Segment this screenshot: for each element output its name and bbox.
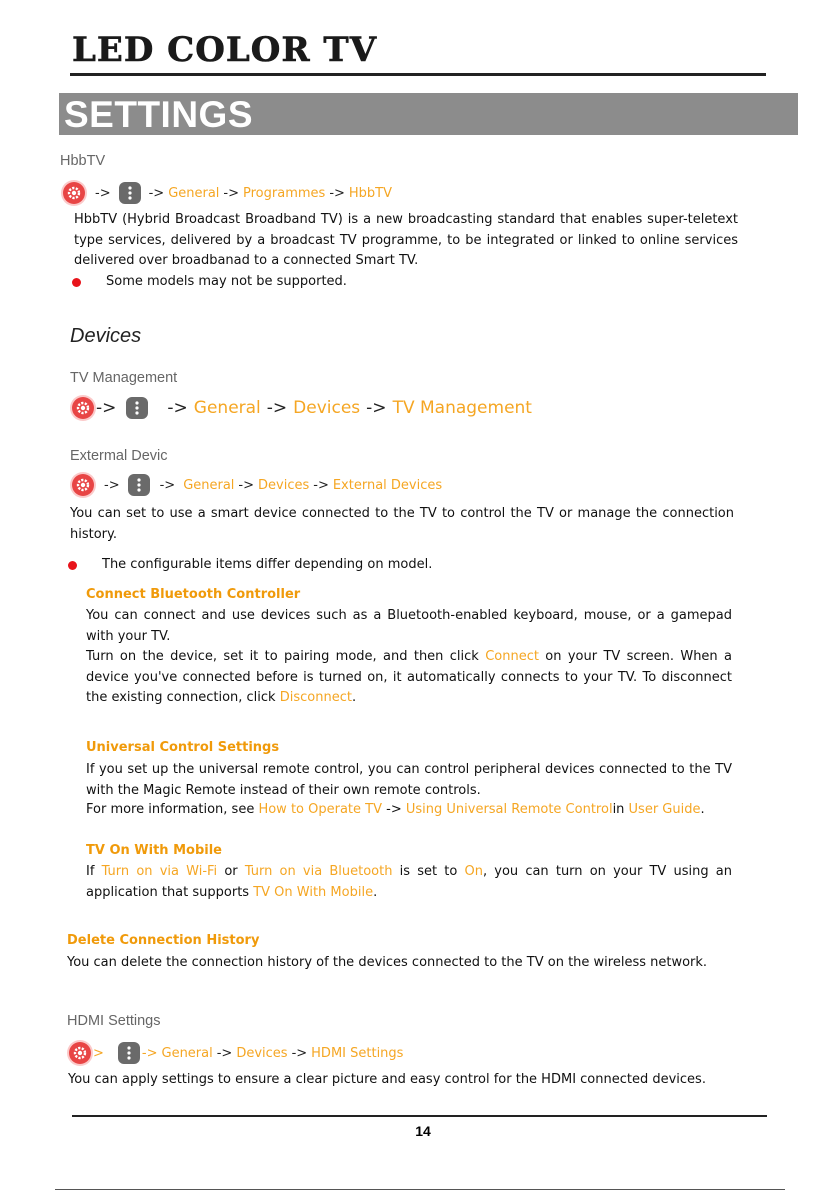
arrow-text: -> [266, 398, 288, 418]
bullet-icon [68, 561, 77, 570]
more-options-icon [119, 182, 141, 204]
path-devices: Devices [293, 398, 361, 418]
arrow-text: -> [159, 477, 176, 493]
section-title: SETTINGS [64, 94, 254, 135]
tv-management-heading: TV Management [70, 370, 178, 386]
text: Turn on the device, set it to pairing mode, and then click [86, 649, 486, 664]
settings-gear-icon [72, 474, 94, 496]
path-hbbtv: HbbTV [348, 185, 393, 201]
arrow-text: -> [223, 185, 240, 201]
footer-divider [72, 1115, 767, 1117]
external-devices-heading: Extermal Devic [70, 448, 168, 464]
mobile-title: TV On With Mobile [86, 843, 222, 858]
arrow-text: -> [291, 1045, 308, 1061]
universal-paragraph-2 [86, 800, 746, 821]
header-divider [70, 73, 766, 76]
hdmi-description: You can apply settings to ensure a clear picture and easy control for the HDMI connected devices. [68, 1072, 706, 1087]
text: If [86, 864, 102, 879]
arrow-text: -> [104, 477, 120, 493]
text: For more information, see [86, 802, 259, 817]
arrow-text: -> [329, 185, 345, 201]
text: . [351, 690, 357, 705]
tv-management-path [72, 397, 532, 419]
bluetooth-title: Connect Bluetooth Controller [86, 587, 301, 602]
arrow-text: -> [96, 398, 117, 418]
page-number: 14 [415, 1123, 431, 1139]
more-options-icon [118, 1042, 140, 1064]
more-options-icon [128, 474, 150, 496]
arrow-text: -> [366, 398, 387, 418]
page-bottom-rule [55, 1189, 785, 1190]
path-tv-management: TV Management [392, 398, 532, 418]
hdmi-path [69, 1042, 403, 1064]
bluetooth-paragraph-2 [86, 647, 732, 709]
on-value: On [464, 864, 483, 879]
text: -> [382, 802, 406, 817]
hbbtv-note [72, 272, 347, 293]
settings-gear-icon [72, 397, 94, 419]
text: is set to [392, 864, 465, 879]
path-general: General [161, 1045, 213, 1061]
section-banner [59, 93, 798, 135]
arrow-text: > [93, 1045, 104, 1061]
devices-heading: Devices [70, 325, 142, 347]
settings-gear-icon [69, 1042, 91, 1064]
universal-paragraph-1: If you set up the universal remote control, you can control peripheral devices connected to the TV with the Magic Remote instead of their own remote controls. [86, 762, 732, 798]
disconnect-label: Disconnect [279, 690, 352, 705]
external-devices-note [68, 555, 432, 576]
text: on your TV screen. When a device you've connected before is turned on, it automatically connects to your TV. To disconnect the existing connection, click [86, 649, 732, 705]
bluetooth-paragraph-1: You can connect and use devices such as a Bluetooth-enabled keyboard, mouse, or a gamepad with your TV. [86, 608, 732, 644]
brand-title: LED COLOR TV [72, 30, 378, 70]
wifi-option: Turn on via Wi-Fi [101, 864, 218, 879]
path-general: General [168, 185, 220, 201]
path-devices: Devices [258, 477, 310, 493]
arrow-text: -> [148, 185, 165, 201]
mobile-paragraph [86, 862, 732, 903]
text: . [700, 802, 705, 817]
arrow-text: -> [216, 1045, 233, 1061]
arrow-text: -> [313, 477, 329, 493]
note-text: The configurable items differ depending on model. [102, 557, 433, 572]
bluetooth-option: Turn on via Bluetooth [244, 864, 393, 879]
delete-history-description: You can delete the connection history of the devices connected to the TV on the wireless network. [67, 955, 708, 970]
path-general: General [183, 477, 235, 493]
external-devices-path [72, 474, 442, 496]
hbbtv-heading: HbbTV [60, 153, 106, 169]
connect-label: Connect [485, 649, 539, 664]
link-how-to-operate[interactable]: How to Operate TV [258, 802, 382, 817]
arrow-text: -> [141, 1045, 158, 1061]
link-universal-remote[interactable]: Using Universal Remote Control [405, 802, 613, 817]
path-hdmi-settings: HDMI Settings [311, 1045, 404, 1061]
text: or [217, 864, 245, 879]
arrow-text: -> [167, 398, 188, 418]
settings-gear-icon [63, 182, 85, 204]
hbbtv-description: HbbTV (Hybrid Broadcast Broadband TV) is a new broadcasting standard that enables super-teletext type services, delivered by a broadcast TV programme, to be integrated or linked to online services delivered over broadbanad to a connected Smart TV. [74, 212, 738, 268]
path-programmes: Programmes [243, 185, 326, 201]
text: , you can turn on your TV using an application that supports [86, 864, 732, 900]
path-external-devices: External Devices [332, 477, 443, 493]
hbbtv-path [63, 182, 392, 204]
universal-title: Universal Control Settings [86, 740, 280, 755]
text: in [612, 802, 629, 817]
delete-history-title: Delete Connection History [67, 933, 260, 948]
app-name: TV On With Mobile [253, 884, 374, 900]
bullet-icon [72, 278, 81, 287]
external-devices-description: You can set to use a smart device connected to the TV to control the TV or manage the connection history. [70, 506, 734, 542]
arrow-text: -> [238, 477, 255, 493]
path-devices: Devices [236, 1045, 288, 1061]
link-user-guide[interactable]: User Guide [628, 802, 701, 817]
path-general: General [193, 398, 261, 418]
arrow-text: -> [95, 185, 111, 201]
more-options-icon [126, 397, 148, 419]
hdmi-heading: HDMI Settings [67, 1013, 161, 1029]
note-text: Some models may not be supported. [106, 274, 347, 289]
text: . [373, 884, 378, 900]
